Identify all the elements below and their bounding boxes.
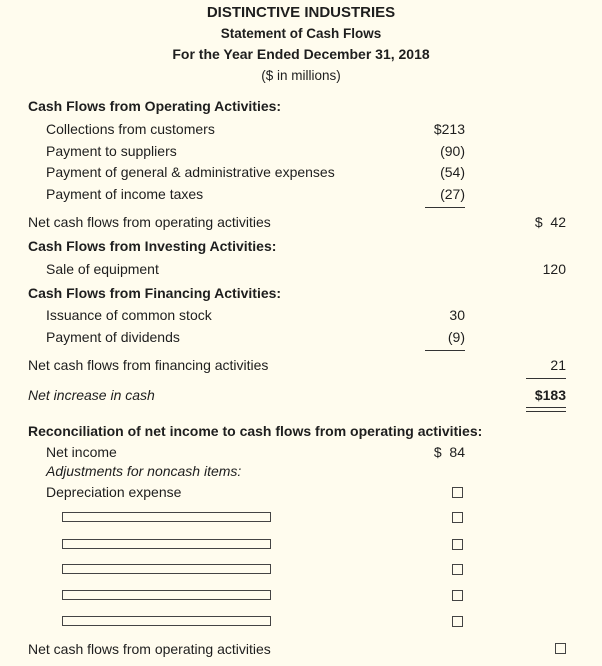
company-name: DISTINCTIVE INDUSTRIES	[206, 4, 396, 21]
adjustment-answer-box-2[interactable]	[452, 539, 463, 550]
depreciation-label: Depreciation expense	[46, 484, 182, 500]
suppliers-label: Payment to suppliers	[46, 143, 177, 159]
statement-period: For the Year Ended December 31, 2018	[172, 46, 430, 62]
net-income-value: $ 84	[433, 444, 465, 460]
income-taxes-label: Payment of income taxes	[46, 186, 204, 202]
adjustment-answer-box-4[interactable]	[452, 590, 463, 601]
adjustment-answer-box-1[interactable]	[452, 512, 463, 523]
common-stock-value: 30	[449, 307, 465, 323]
final-net-operating-label: Net cash flows from operating activities	[28, 641, 271, 657]
dividends-value: (9)	[447, 329, 465, 345]
net-operating-label: Net cash flows from operating activities	[28, 214, 271, 230]
adjustment-label-input-3[interactable]	[62, 564, 271, 574]
suppliers-value: (90)	[440, 143, 465, 159]
sale-equipment-label: Sale of equipment	[46, 261, 159, 277]
adjustment-label-input-4[interactable]	[62, 590, 271, 600]
dividends-label: Payment of dividends	[46, 329, 180, 345]
net-increase-label: Net increase in cash	[28, 387, 155, 403]
final-net-operating-answer-box[interactable]	[555, 643, 566, 654]
collections-value: $213	[433, 121, 465, 137]
adjustment-answer-box-5[interactable]	[452, 616, 463, 627]
net-increase-value: $183	[534, 387, 566, 403]
net-operating-value: $ 42	[534, 214, 566, 230]
income-taxes-value: (27)	[440, 186, 465, 202]
adjustment-label-input-1[interactable]	[62, 512, 271, 522]
sale-equipment-value: 120	[542, 261, 566, 277]
adjustments-label: Adjustments for noncash items:	[46, 463, 242, 479]
net-financing-value: 21	[550, 357, 566, 373]
common-stock-label: Issuance of common stock	[46, 307, 212, 323]
financing-heading: Cash Flows from Financing Activities:	[28, 285, 282, 301]
total-rule	[526, 378, 566, 379]
investing-heading: Cash Flows from Investing Activities:	[28, 238, 277, 254]
adjustment-label-input-2[interactable]	[62, 539, 271, 549]
double-underline	[526, 407, 566, 412]
operating-heading: Cash Flows from Operating Activities:	[28, 98, 282, 114]
adjustment-answer-box-3[interactable]	[452, 564, 463, 575]
adjustment-label-input-5[interactable]	[62, 616, 271, 626]
collections-label: Collections from customers	[46, 121, 215, 137]
net-financing-label: Net cash flows from financing activities	[28, 357, 269, 373]
ga-expenses-label: Payment of general & administrative expenses	[46, 164, 335, 180]
net-income-label: Net income	[46, 444, 117, 460]
financing-subtotal-rule	[425, 350, 465, 351]
operating-subtotal-rule	[425, 207, 465, 208]
depreciation-answer-box[interactable]	[452, 487, 463, 498]
statement-units: ($ in millions)	[261, 68, 341, 83]
ga-expenses-value: (54)	[440, 164, 465, 180]
statement-title: Statement of Cash Flows	[220, 26, 382, 41]
reconciliation-heading: Reconciliation of net income to cash flows from operating activities:	[28, 423, 483, 439]
